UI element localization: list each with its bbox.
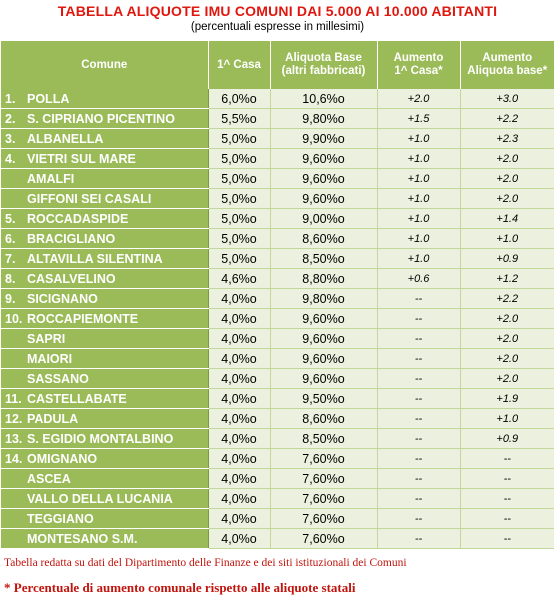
- header-aliquota-base-line2: (altri fabbricati): [281, 65, 366, 77]
- header-aumento-prima-casa: [377, 41, 460, 89]
- rank-number: 9.: [5, 291, 16, 306]
- aumento-prima-casa-cell: --: [377, 409, 460, 429]
- comune-cell: [1, 309, 208, 329]
- aumento-aliquota-base-cell: +2.2: [460, 109, 554, 129]
- rank-number: 6.: [5, 231, 16, 246]
- table-row: [1, 489, 554, 509]
- aliquota-base-cell: 9,80%o: [270, 109, 377, 129]
- header-aliquota-base-line1: Aliquota Base: [285, 52, 362, 64]
- comune-name: VIETRI SUL MARE: [27, 151, 136, 166]
- comune-cell: [1, 209, 208, 229]
- table-row: [1, 469, 554, 489]
- table-row: [1, 409, 554, 429]
- comune-cell: [1, 289, 208, 309]
- table-header-row: [1, 41, 554, 89]
- aumento-prima-casa-cell: --: [377, 489, 460, 509]
- aumento-aliquota-base-cell: --: [460, 509, 554, 529]
- comune-name: CASALVELINO: [27, 271, 116, 286]
- comune-name: ASCEA: [27, 471, 71, 486]
- aumento-aliquota-base-cell: --: [460, 489, 554, 509]
- table-row: [1, 89, 554, 109]
- prima-casa-cell: 4,0%o: [208, 349, 270, 369]
- table-row: [1, 269, 554, 289]
- aumento-aliquota-base-cell: +1.9: [460, 389, 554, 409]
- rank-number: 3.: [5, 131, 16, 146]
- aliquota-base-cell: 8,50%o: [270, 249, 377, 269]
- aliquota-base-cell: 9,60%o: [270, 169, 377, 189]
- table-row: [1, 289, 554, 309]
- rank-number: 5.: [5, 211, 16, 226]
- rank-number: 2.: [5, 111, 16, 126]
- aumento-prima-casa-cell: --: [377, 309, 460, 329]
- aumento-prima-casa-cell: +1.0: [377, 169, 460, 189]
- prima-casa-cell: 4,0%o: [208, 389, 270, 409]
- aumento-prima-casa-cell: --: [377, 509, 460, 529]
- comune-name: TEGGIANO: [27, 511, 94, 526]
- aumento-aliquota-base-cell: --: [460, 449, 554, 469]
- aliquota-base-cell: 7,60%o: [270, 489, 377, 509]
- aumento-aliquota-base-cell: +1.4: [460, 209, 554, 229]
- comune-name: ALBANELLA: [27, 131, 104, 146]
- comune-cell: [1, 449, 208, 469]
- aumento-aliquota-base-cell: +2.0: [460, 169, 554, 189]
- prima-casa-cell: 5,0%o: [208, 149, 270, 169]
- aliquota-base-cell: 10,6%o: [270, 89, 377, 109]
- imu-rates-table: [1, 41, 554, 549]
- comune-name: S. CIPRIANO PICENTINO: [27, 111, 175, 126]
- comune-cell: [1, 469, 208, 489]
- aumento-prima-casa-cell: +1.0: [377, 189, 460, 209]
- table-row: [1, 169, 554, 189]
- comune-cell: [1, 269, 208, 289]
- prima-casa-cell: 5,0%o: [208, 189, 270, 209]
- prima-casa-cell: 5,0%o: [208, 169, 270, 189]
- rank-number: 1.: [5, 91, 16, 106]
- aumento-prima-casa-cell: +0.6: [377, 269, 460, 289]
- comune-cell: [1, 189, 208, 209]
- rank-number: 11.: [5, 391, 22, 406]
- rank-number: 10.: [5, 311, 23, 326]
- aumento-prima-casa-cell: +1.0: [377, 209, 460, 229]
- aumento-aliquota-base-cell: +2.0: [460, 369, 554, 389]
- aumento-prima-casa-cell: --: [377, 469, 460, 489]
- comune-cell: [1, 409, 208, 429]
- aumento-prima-casa-cell: +1.0: [377, 129, 460, 149]
- table-row: [1, 189, 554, 209]
- prima-casa-cell: 4,0%o: [208, 329, 270, 349]
- aumento-aliquota-base-cell: +2.0: [460, 189, 554, 209]
- comune-cell: [1, 389, 208, 409]
- aumento-prima-casa-cell: +1.0: [377, 249, 460, 269]
- prima-casa-cell: 5,5%o: [208, 109, 270, 129]
- aliquota-base-cell: 8,80%o: [270, 269, 377, 289]
- aumento-aliquota-base-cell: +3.0: [460, 89, 554, 109]
- comune-name: ALTAVILLA SILENTINA: [27, 251, 163, 266]
- comune-name: VALLO DELLA LUCANIA: [27, 491, 173, 506]
- table-row: [1, 389, 554, 409]
- prima-casa-cell: 5,0%o: [208, 229, 270, 249]
- table-row: [1, 209, 554, 229]
- comune-name: SICIGNANO: [27, 291, 98, 306]
- aliquota-base-cell: 7,60%o: [270, 449, 377, 469]
- asterisk-note: * Percentuale di aumento comunale rispetto alle aliquote statali: [4, 580, 356, 595]
- comune-name: SASSANO: [27, 371, 89, 386]
- aumento-aliquota-base-cell: +1.2: [460, 269, 554, 289]
- prima-casa-cell: 5,0%o: [208, 209, 270, 229]
- aumento-prima-casa-cell: --: [377, 369, 460, 389]
- comune-name: ROCCAPIEMONTE: [27, 311, 139, 326]
- aumento-prima-casa-cell: --: [377, 389, 460, 409]
- aumento-aliquota-base-cell: +0.9: [460, 249, 554, 269]
- aumento-aliquota-base-cell: +2.2: [460, 289, 554, 309]
- comune-name: ROCCADASPIDE: [27, 211, 129, 226]
- comune-cell: [1, 489, 208, 509]
- comune-cell: [1, 369, 208, 389]
- prima-casa-cell: 4,6%o: [208, 269, 270, 289]
- header-aumento-aliquota-base-line1: Aumento: [482, 52, 533, 64]
- prima-casa-cell: 4,0%o: [208, 369, 270, 389]
- rank-number: 7.: [5, 251, 16, 266]
- aliquota-base-cell: 8,50%o: [270, 429, 377, 449]
- aliquota-base-cell: 7,60%o: [270, 509, 377, 529]
- aliquota-base-cell: 9,50%o: [270, 389, 377, 409]
- comune-cell: [1, 249, 208, 269]
- header-aumento-prima-casa-line2: 1^ Casa*: [394, 65, 443, 77]
- comune-name: PADULA: [27, 411, 79, 426]
- prima-casa-cell: 4,0%o: [208, 449, 270, 469]
- prima-casa-cell: 4,0%o: [208, 529, 270, 549]
- table-row: [1, 449, 554, 469]
- prima-casa-cell: 5,0%o: [208, 249, 270, 269]
- prima-casa-cell: 6,0%o: [208, 89, 270, 109]
- rank-number: 12.: [5, 411, 23, 426]
- aumento-aliquota-base-cell: +0.9: [460, 429, 554, 449]
- comune-cell: [1, 349, 208, 369]
- aliquota-base-cell: 9,00%o: [270, 209, 377, 229]
- comune-cell: [1, 529, 208, 549]
- aliquota-base-cell: 7,60%o: [270, 529, 377, 549]
- aliquota-base-cell: 9,60%o: [270, 189, 377, 209]
- comune-cell: [1, 169, 208, 189]
- header-aumento-aliquota-base: [460, 41, 554, 89]
- comune-name: S. EGIDIO MONTALBINO: [27, 431, 174, 446]
- prima-casa-cell: 4,0%o: [208, 409, 270, 429]
- aliquota-base-cell: 7,60%o: [270, 469, 377, 489]
- table-row: [1, 129, 554, 149]
- prima-casa-cell: 4,0%o: [208, 289, 270, 309]
- table-row: [1, 509, 554, 529]
- table-row: [1, 149, 554, 169]
- comune-cell: [1, 329, 208, 349]
- aumento-prima-casa-cell: --: [377, 449, 460, 469]
- prima-casa-cell: 4,0%o: [208, 429, 270, 449]
- aliquota-base-cell: 9,90%o: [270, 129, 377, 149]
- comune-cell: [1, 109, 208, 129]
- comune-cell: [1, 429, 208, 449]
- comune-name: OMIGNANO: [27, 451, 98, 466]
- table-row: [1, 349, 554, 369]
- source-note: Tabella redatta su dati del Dipartimento delle Finanze e dei siti istituzionali dei Comuni: [4, 557, 407, 569]
- table-row: [1, 249, 554, 269]
- table-row: [1, 369, 554, 389]
- aumento-aliquota-base-cell: +2.0: [460, 309, 554, 329]
- header-aumento-prima-casa-line1: Aumento: [393, 52, 444, 64]
- aumento-aliquota-base-cell: +1.0: [460, 409, 554, 429]
- comune-cell: [1, 89, 208, 109]
- aliquota-base-cell: 8,60%o: [270, 229, 377, 249]
- page-title: TABELLA ALIQUOTE IMU COMUNI DAI 5.000 AI 10.000 ABITANTI: [57, 3, 498, 19]
- aliquota-base-cell: 9,60%o: [270, 329, 377, 349]
- aliquota-base-cell: 8,60%o: [270, 409, 377, 429]
- comune-name: CASTELLABATE: [27, 391, 127, 406]
- aumento-prima-casa-cell: +1.0: [377, 229, 460, 249]
- aumento-aliquota-base-cell: --: [460, 469, 554, 489]
- table-row: [1, 429, 554, 449]
- aumento-prima-casa-cell: --: [377, 329, 460, 349]
- aumento-prima-casa-cell: --: [377, 529, 460, 549]
- rank-number: 8.: [5, 271, 16, 286]
- page-subtitle: (percentuali espresse in millesimi): [190, 21, 365, 33]
- aliquota-base-cell: 9,60%o: [270, 309, 377, 329]
- comune-name: BRACIGLIANO: [27, 231, 116, 246]
- rank-number: 13.: [5, 431, 23, 446]
- header-comune: Comune: [1, 41, 208, 89]
- table-row: [1, 109, 554, 129]
- comune-cell: [1, 509, 208, 529]
- comune-name: POLLA: [27, 91, 70, 106]
- prima-casa-cell: 4,0%o: [208, 469, 270, 489]
- table-row: [1, 329, 554, 349]
- rank-number: 4.: [5, 151, 16, 166]
- aliquota-base-cell: 9,60%o: [270, 369, 377, 389]
- comune-cell: [1, 129, 208, 149]
- prima-casa-cell: 5,0%o: [208, 129, 270, 149]
- comune-cell: [1, 229, 208, 249]
- comune-name: AMALFI: [27, 171, 75, 186]
- comune-name: MAIORI: [27, 351, 73, 366]
- prima-casa-cell: 4,0%o: [208, 489, 270, 509]
- aumento-aliquota-base-cell: +1.0: [460, 229, 554, 249]
- aliquota-base-cell: 9,80%o: [270, 289, 377, 309]
- aumento-aliquota-base-cell: --: [460, 529, 554, 549]
- comune-name: SAPRI: [27, 331, 66, 346]
- aliquota-base-cell: 9,60%o: [270, 349, 377, 369]
- table-body: [1, 89, 554, 549]
- header-aumento-aliquota-base-line2: Aliquota base*: [467, 65, 548, 77]
- aumento-aliquota-base-cell: +2.0: [460, 149, 554, 169]
- table-row: [1, 309, 554, 329]
- aumento-aliquota-base-cell: +2.0: [460, 349, 554, 369]
- comune-name: MONTESANO S.M.: [27, 531, 138, 546]
- comune-cell: [1, 149, 208, 169]
- prima-casa-cell: 4,0%o: [208, 509, 270, 529]
- aumento-prima-casa-cell: --: [377, 349, 460, 369]
- aumento-aliquota-base-cell: +2.0: [460, 329, 554, 349]
- comune-name: GIFFONI SEI CASALI: [27, 191, 152, 206]
- prima-casa-cell: 4,0%o: [208, 309, 270, 329]
- rank-number: 14.: [5, 451, 23, 466]
- aumento-prima-casa-cell: +2.0: [377, 89, 460, 109]
- header-aliquota-base: [270, 41, 377, 89]
- aumento-prima-casa-cell: --: [377, 289, 460, 309]
- aumento-prima-casa-cell: +1.0: [377, 149, 460, 169]
- aumento-aliquota-base-cell: +2.3: [460, 129, 554, 149]
- table-row: [1, 229, 554, 249]
- aumento-prima-casa-cell: --: [377, 429, 460, 449]
- aliquota-base-cell: 9,60%o: [270, 149, 377, 169]
- aumento-prima-casa-cell: +1.5: [377, 109, 460, 129]
- header-prima-casa: 1^ Casa: [208, 41, 270, 89]
- table-row: [1, 529, 554, 549]
